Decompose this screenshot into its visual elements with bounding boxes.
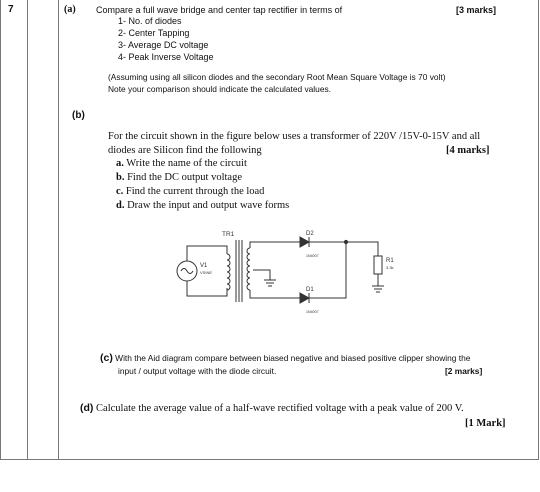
r1-label: R1 — [386, 258, 394, 264]
part-b-task: b. Find the DC output voltage — [116, 172, 243, 183]
column-divider-right — [58, 0, 59, 460]
part-d-marks: [1 Mark] — [465, 418, 506, 429]
d1-label: D1 — [306, 287, 314, 293]
transformer-primary-coil — [227, 254, 230, 290]
d2-label: D2 — [306, 231, 314, 237]
part-a-marks: [3 marks] — [456, 5, 497, 15]
part-d-text: (d) Calculate the average value of a half-wave rectified voltage with a peak value of 200 V. — [80, 402, 464, 414]
part-b-text: For the circuit shown in the figure below uses a transformer of 220V /15V-0-15V and all — [108, 131, 481, 142]
part-b-task: c. Find the current through the load — [116, 186, 265, 197]
part-a-note: Note your comparison should indicate the calculated values. — [108, 84, 331, 94]
transformer-secondary-coil — [247, 248, 250, 290]
v1-type: VSINE — [200, 270, 213, 275]
part-a-item: 2- Center Tapping — [118, 28, 190, 38]
v1-label: V1 — [200, 263, 208, 269]
resistor-r1-symbol — [374, 256, 382, 274]
part-b-label: (b) — [72, 110, 85, 121]
d1-part: 1N4007 — [306, 310, 319, 314]
part-a-item: 3- Average DC voltage — [118, 40, 209, 50]
part-a-label: (a) — [64, 4, 76, 15]
part-b-task: d. Draw the input and output wave forms — [116, 200, 290, 211]
d2-part: 1N4007 — [306, 254, 319, 258]
part-a-prompt: Compare a full wave bridge and center tap rectifier in terms of — [96, 5, 343, 15]
part-c-text: input / output voltage with the diode circuit. — [118, 366, 277, 376]
diode-d2-symbol — [300, 237, 309, 247]
part-a-item: 4- Peak Inverse Voltage — [118, 52, 214, 62]
part-a-note: (Assuming using all silicon diodes and the secondary Root Mean Square Voltage is 70 volt) — [108, 72, 446, 82]
part-c-text: (c) With the Aid diagram compare between biased negative and biased positive clipper showing the — [100, 352, 471, 364]
part-b-marks: [4 marks] — [446, 145, 490, 156]
rectifier-circuit-diagram — [170, 226, 400, 328]
tr1-label: TR1 — [222, 231, 235, 238]
part-c-marks: [2 marks] — [445, 366, 483, 376]
r1-value: 3.3k — [386, 265, 394, 270]
part-b-task: a. Write the name of the circuit — [116, 158, 247, 169]
column-divider-left — [27, 0, 28, 460]
part-b-text: diodes are Silicon find the following — [108, 145, 262, 156]
question-number: 7 — [8, 4, 14, 15]
diode-d1-symbol — [300, 293, 309, 303]
part-a-item: 1- No. of diodes — [118, 16, 182, 26]
